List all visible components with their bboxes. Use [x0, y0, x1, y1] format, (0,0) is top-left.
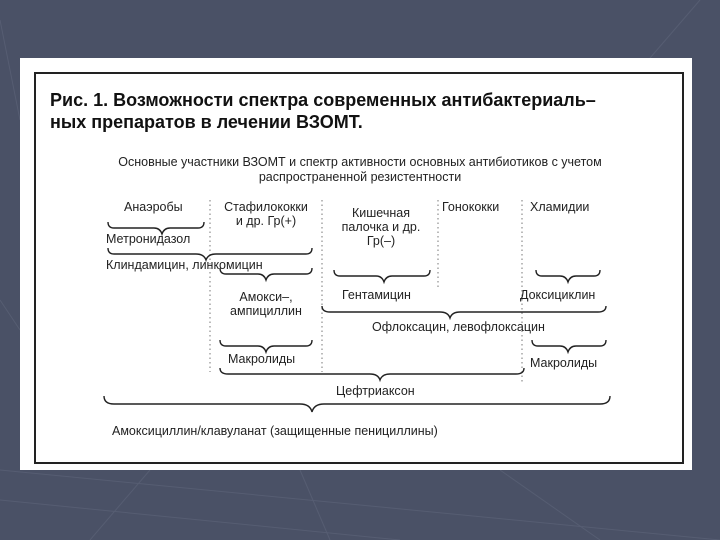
antibiotic-amoxi-line1: Амокси–, [239, 290, 293, 304]
pathogen-staphylococci [212, 200, 320, 228]
pathogen-ecoli [326, 206, 436, 248]
antibiotic-amoxi [212, 290, 320, 318]
antibiotic-amoxiclav: Амоксициллин/клавуланат (защищенные пенициллины) [112, 424, 438, 438]
antibiotic-doxycycline: Доксициклин [520, 288, 596, 302]
pathogen-chlamydia: Хламидии [530, 200, 590, 214]
antibiotic-ofloxacin: Офлоксацин, левофлоксацин [372, 320, 545, 334]
antibiotic-ceftriaxone: Цефтриаксон [336, 384, 415, 398]
figure-title-line2: ных препаратов в лечении ВЗОМТ. [50, 112, 363, 132]
brace-gentamicin [334, 270, 430, 282]
pathogen-staph-line2: и др. Гр(+) [235, 214, 297, 228]
figure-title-line1: Рис. 1. Возможности спектра современных антибактериаль– [50, 90, 596, 110]
brace-macrolides-left [220, 340, 312, 352]
brace-ofloxacin [322, 306, 606, 318]
figure-subtitle-line2: распространенной резистентности [258, 170, 462, 184]
antibiotic-metronidazole: Метронидазол [106, 232, 191, 246]
brace-amoxiclav [104, 396, 610, 412]
antibiotic-clindamycin: Клиндамицин, линкомицин [106, 258, 263, 272]
figure-subtitle-line1: Основные участники ВЗОМТ и спектр активности основных антибиотиков с учетом [118, 155, 602, 169]
pathogen-ecoli-line1: Кишечная [352, 206, 410, 220]
antibiotic-amoxi-line2: ампициллин [230, 304, 302, 318]
antibiotic-macrolides-right: Макролиды [530, 356, 598, 370]
pathogen-gonococci: Гонококки [442, 200, 500, 214]
pathogen-ecoli-line2: палочка и др. [341, 220, 421, 234]
pathogen-ecoli-line3: Гр(–) [366, 234, 396, 248]
pathogen-anaerobes: Анаэробы [124, 200, 183, 214]
antibiotic-gentamicin: Гентамицин [342, 288, 411, 302]
brace-ceftriaxone [220, 368, 524, 380]
brace-doxycycline [536, 270, 600, 282]
brace-macrolides-right [532, 340, 606, 352]
pathogen-staph-line1: Стафилококки [224, 200, 308, 214]
antibiotic-macrolides-left: Макролиды [228, 352, 296, 366]
